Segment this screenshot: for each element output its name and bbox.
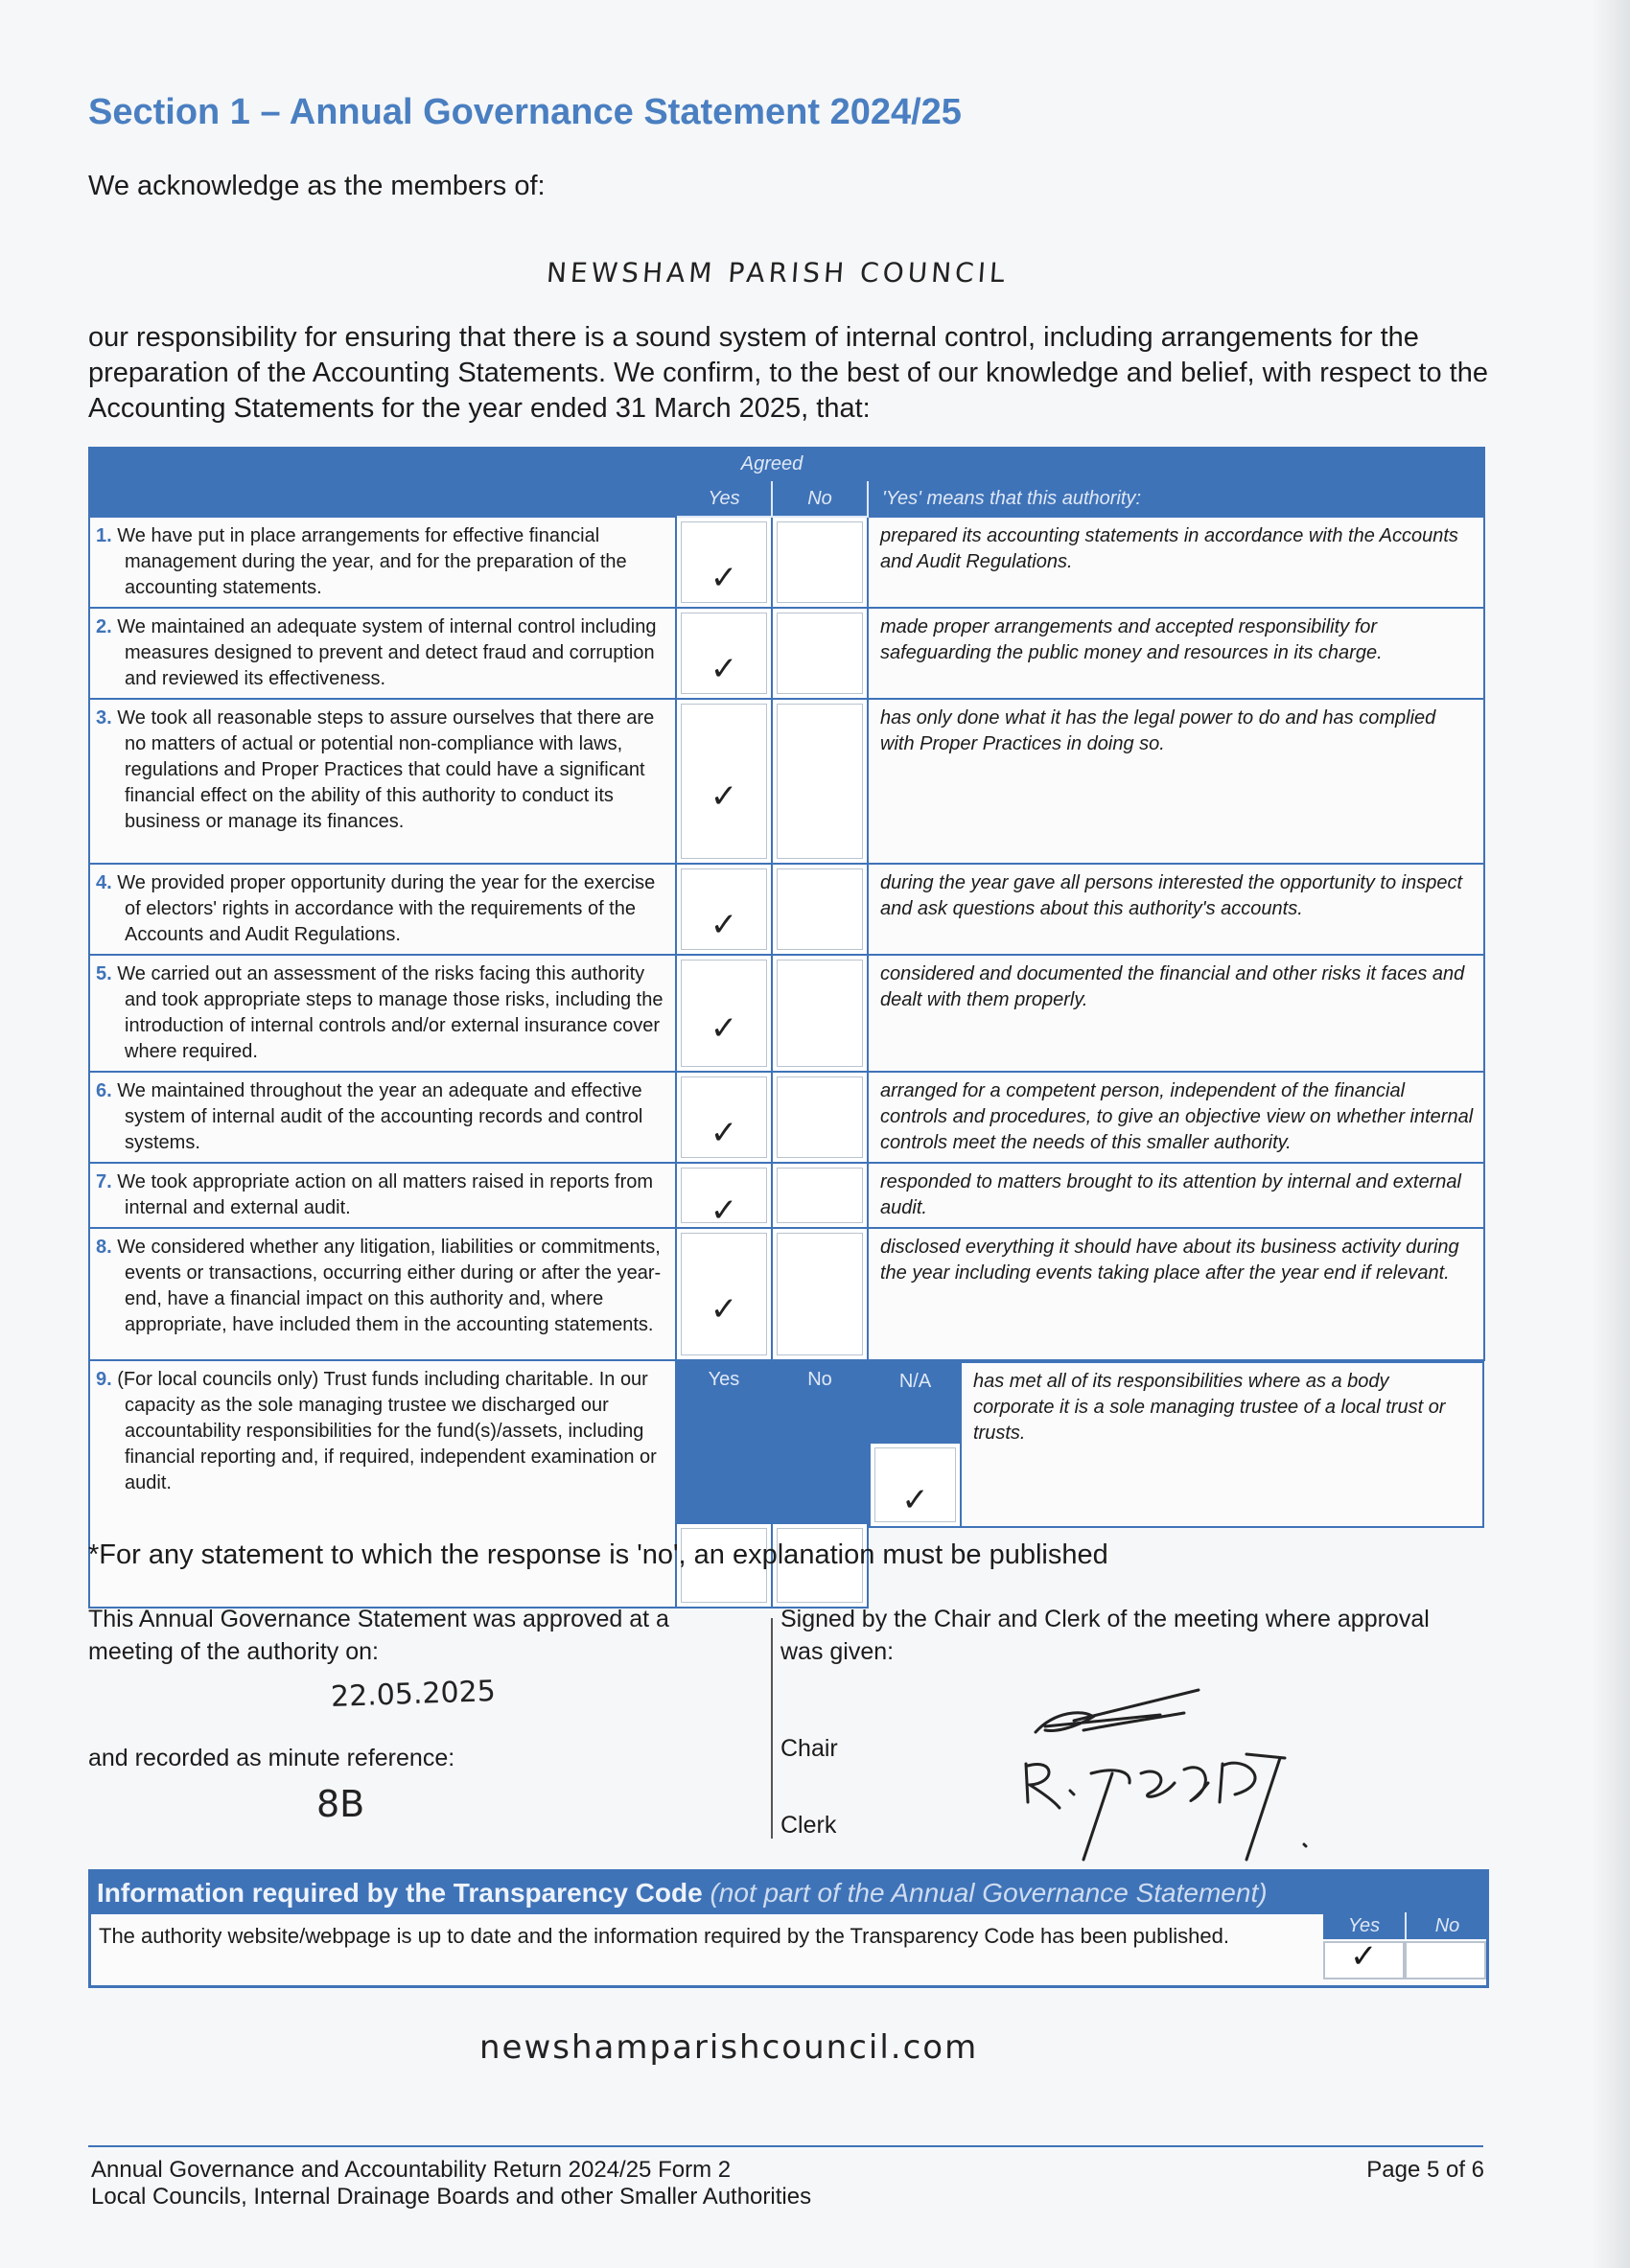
transparency-text: The authority website/webpage is up to date and the information required by the Transparency Code has been published. [99,1924,1229,1948]
statement-4: 4. We provided proper opportunity during the year for the exercise of electors' rights in accordance with the requirements of the Accounts and Audit Regulations. [89,864,676,955]
transparency-no-label: No [1405,1912,1488,1939]
agreed-header: Agreed [676,448,868,480]
authority-name-handwritten: NEWSHAM PARISH COUNCIL [545,257,1010,289]
table-row [89,1228,1484,1360]
row9-na-box[interactable] [870,1443,961,1527]
tick-icon: ✓ [1350,1938,1378,1975]
no-box-2[interactable] [772,608,868,699]
no-box-7[interactable] [772,1163,868,1228]
statement-2: 2. We maintained an adequate system of internal control including measures designed to prevent and detect fraud and corruption and reviewed its effectiveness. [89,608,676,699]
footer-form [91,2157,811,2210]
table-row [89,699,1484,864]
statement-1: 1. We have put in place arrangements for effective financial management during the year, and for the preparation of the accounting statements. [89,517,676,608]
transparency-heading: Information required by the Transparency Code (not part of the Annual Governance Statement) [91,1872,1486,1914]
no-box-4[interactable] [772,864,868,955]
statement-7: 7. We took appropriate action on all matters raised in reports from internal and external audit. [89,1163,676,1228]
statement-5: 5. We carried out an assessment of the risks facing this authority and took appropriate steps to manage those risks, including the introduction of internal controls and/or external insurance cover where required. [89,955,676,1072]
no-header: No [772,480,868,517]
chair-label: Chair [780,1735,838,1762]
yes-box-6[interactable] [676,1072,772,1163]
intro-paragraph: our responsibility for ensuring that there is a sound system of internal control, including arrangements for the preparation of the Accounting Statements. We confirm, to the best of our knowledge and belief, with respect to the Accounting Statements for the year ended 31 March 2025, that: [88,322,1488,424]
tick-icon: ✓ [901,1481,929,1519]
footer-line1: Annual Governance and Accountability Return 2024/25 Form 2 [91,2157,732,2183]
yes-box-4[interactable] [676,864,772,955]
meaning-1: prepared its accounting statements in accordance with the Accounts and Audit Regulations. [868,517,1484,608]
tick-icon: ✓ [710,649,738,688]
no-box-6[interactable] [772,1072,868,1163]
table-row [89,517,1484,608]
chair-signature [1016,1682,1208,1749]
tick-icon: ✓ [710,1009,738,1048]
tick-icon: ✓ [710,558,738,597]
statement-6: 6. We maintained throughout the year an adequate and effective system of internal audit of the accounting records and control systems. [89,1072,676,1163]
table-row [89,608,1484,699]
row9-yes-header: Yes [676,1360,772,1523]
footnote: *For any statement to which the response is 'no', an explanation must be published [88,1539,1108,1570]
meaning-7: responded to matters brought to its attention by internal and external audit. [868,1163,1484,1228]
meaning-5: considered and documented the financial and other risks it faces and dealt with them properly. [868,955,1484,1072]
tick-icon: ✓ [710,1192,738,1230]
table-header-spacer [868,448,1484,480]
table-row [89,955,1484,1072]
meaning-3: has only done what it has the legal power to do and has complied with Proper Practices in doing so. [868,699,1484,864]
tick-icon: ✓ [710,905,738,944]
minute-ref-handwritten: 8B [316,1783,365,1825]
signature-divider [771,1618,773,1839]
tick-icon: ✓ [710,1290,738,1329]
no-box-1[interactable] [772,517,868,608]
approval-text: This Annual Governance Statement was approved at a meeting of the authority on: [88,1606,669,1665]
meaning-8: disclosed everything it should have about its business activity during the year including events taking place after the year end if relevant. [868,1228,1484,1360]
transparency-section [88,1869,1489,1988]
yes-box-8[interactable] [676,1228,772,1360]
means-header: 'Yes' means that this authority: [868,480,1484,517]
clerk-label: Clerk [780,1812,837,1839]
footer-line2: Local Councils, Internal Drainage Boards and other Smaller Authorities [91,2184,812,2210]
page-number: Page 5 of 6 [1366,2157,1484,2183]
table-header-blank [89,448,676,517]
minute-label: and recorded as minute reference: [88,1745,455,1771]
transparency-yes-box[interactable] [1323,1938,1405,1979]
page-title: Section 1 – Annual Governance Statement 2024/25 [88,92,962,132]
signed-text: Signed by the Chair and Clerk of the meeting where approval was given: [780,1606,1430,1665]
row9-na-header: N/A [870,1362,961,1443]
statement-3: 3. We took all reasonable steps to assure ourselves that there are no matters of actual or potential non-compliance with laws, regulations and Proper Practices that could have a significant financial effect on the ability of this authority to conduct its business or manage its finances. [89,699,676,864]
yes-box-2[interactable] [676,608,772,699]
transparency-no-box[interactable] [1405,1941,1486,1979]
no-box-8[interactable] [772,1228,868,1360]
transparency-answer [1323,1912,1486,1981]
clerk-signature [1016,1745,1333,1869]
table-row [89,864,1484,955]
statement-8: 8. We considered whether any litigation, liabilities or commitments, events or transactions, occurring either during or after the year-end, have a financial impact on this authority and, where appropriate, have included them in the accounting statements. [89,1228,676,1360]
yes-box-5[interactable] [676,955,772,1072]
governance-table [88,447,1485,1608]
transparency-yes-label: Yes [1323,1912,1405,1939]
website-handwritten: newshamparishcouncil.com [479,2028,979,2067]
yes-box-7[interactable] [676,1163,772,1228]
meaning-6: arranged for a competent person, independent of the financial controls and procedures, to give an objective view on whether internal controls meet the needs of this smaller authority. [868,1072,1484,1163]
tick-icon: ✓ [710,777,738,816]
no-box-5[interactable] [772,955,868,1072]
statement-9: 9. (For local councils only) Trust funds including charitable. In our capacity as the sole managing trustee we discharged our accountability responsibilities for the fund(s)/assets, including financial reporting and, if required, independent examination or audit. [89,1360,676,1608]
meaning-4: during the year gave all persons interested the opportunity to inspect and ask questions about this authority's accounts. [868,864,1484,955]
approval-date-handwritten: 22.05.2025 [330,1675,497,1714]
table-row [89,1072,1484,1163]
acknowledge-text: We acknowledge as the members of: [88,171,546,201]
page-edge-shadow [1592,0,1630,2268]
meaning-2: made proper arrangements and accepted responsibility for safeguarding the public money and resources in its charge. [868,608,1484,699]
yes-box-1[interactable] [676,517,772,608]
yes-header: Yes [676,480,772,517]
footer-rule [88,2145,1483,2147]
yes-box-3[interactable] [676,699,772,864]
row9-no-header: No [772,1360,868,1523]
no-box-3[interactable] [772,699,868,864]
table-row [89,1163,1484,1228]
tick-icon: ✓ [710,1113,738,1152]
meaning-9: has met all of its responsibilities where as a body corporate it is a sole managing trustee of a local trust or trusts. [961,1362,1483,1527]
